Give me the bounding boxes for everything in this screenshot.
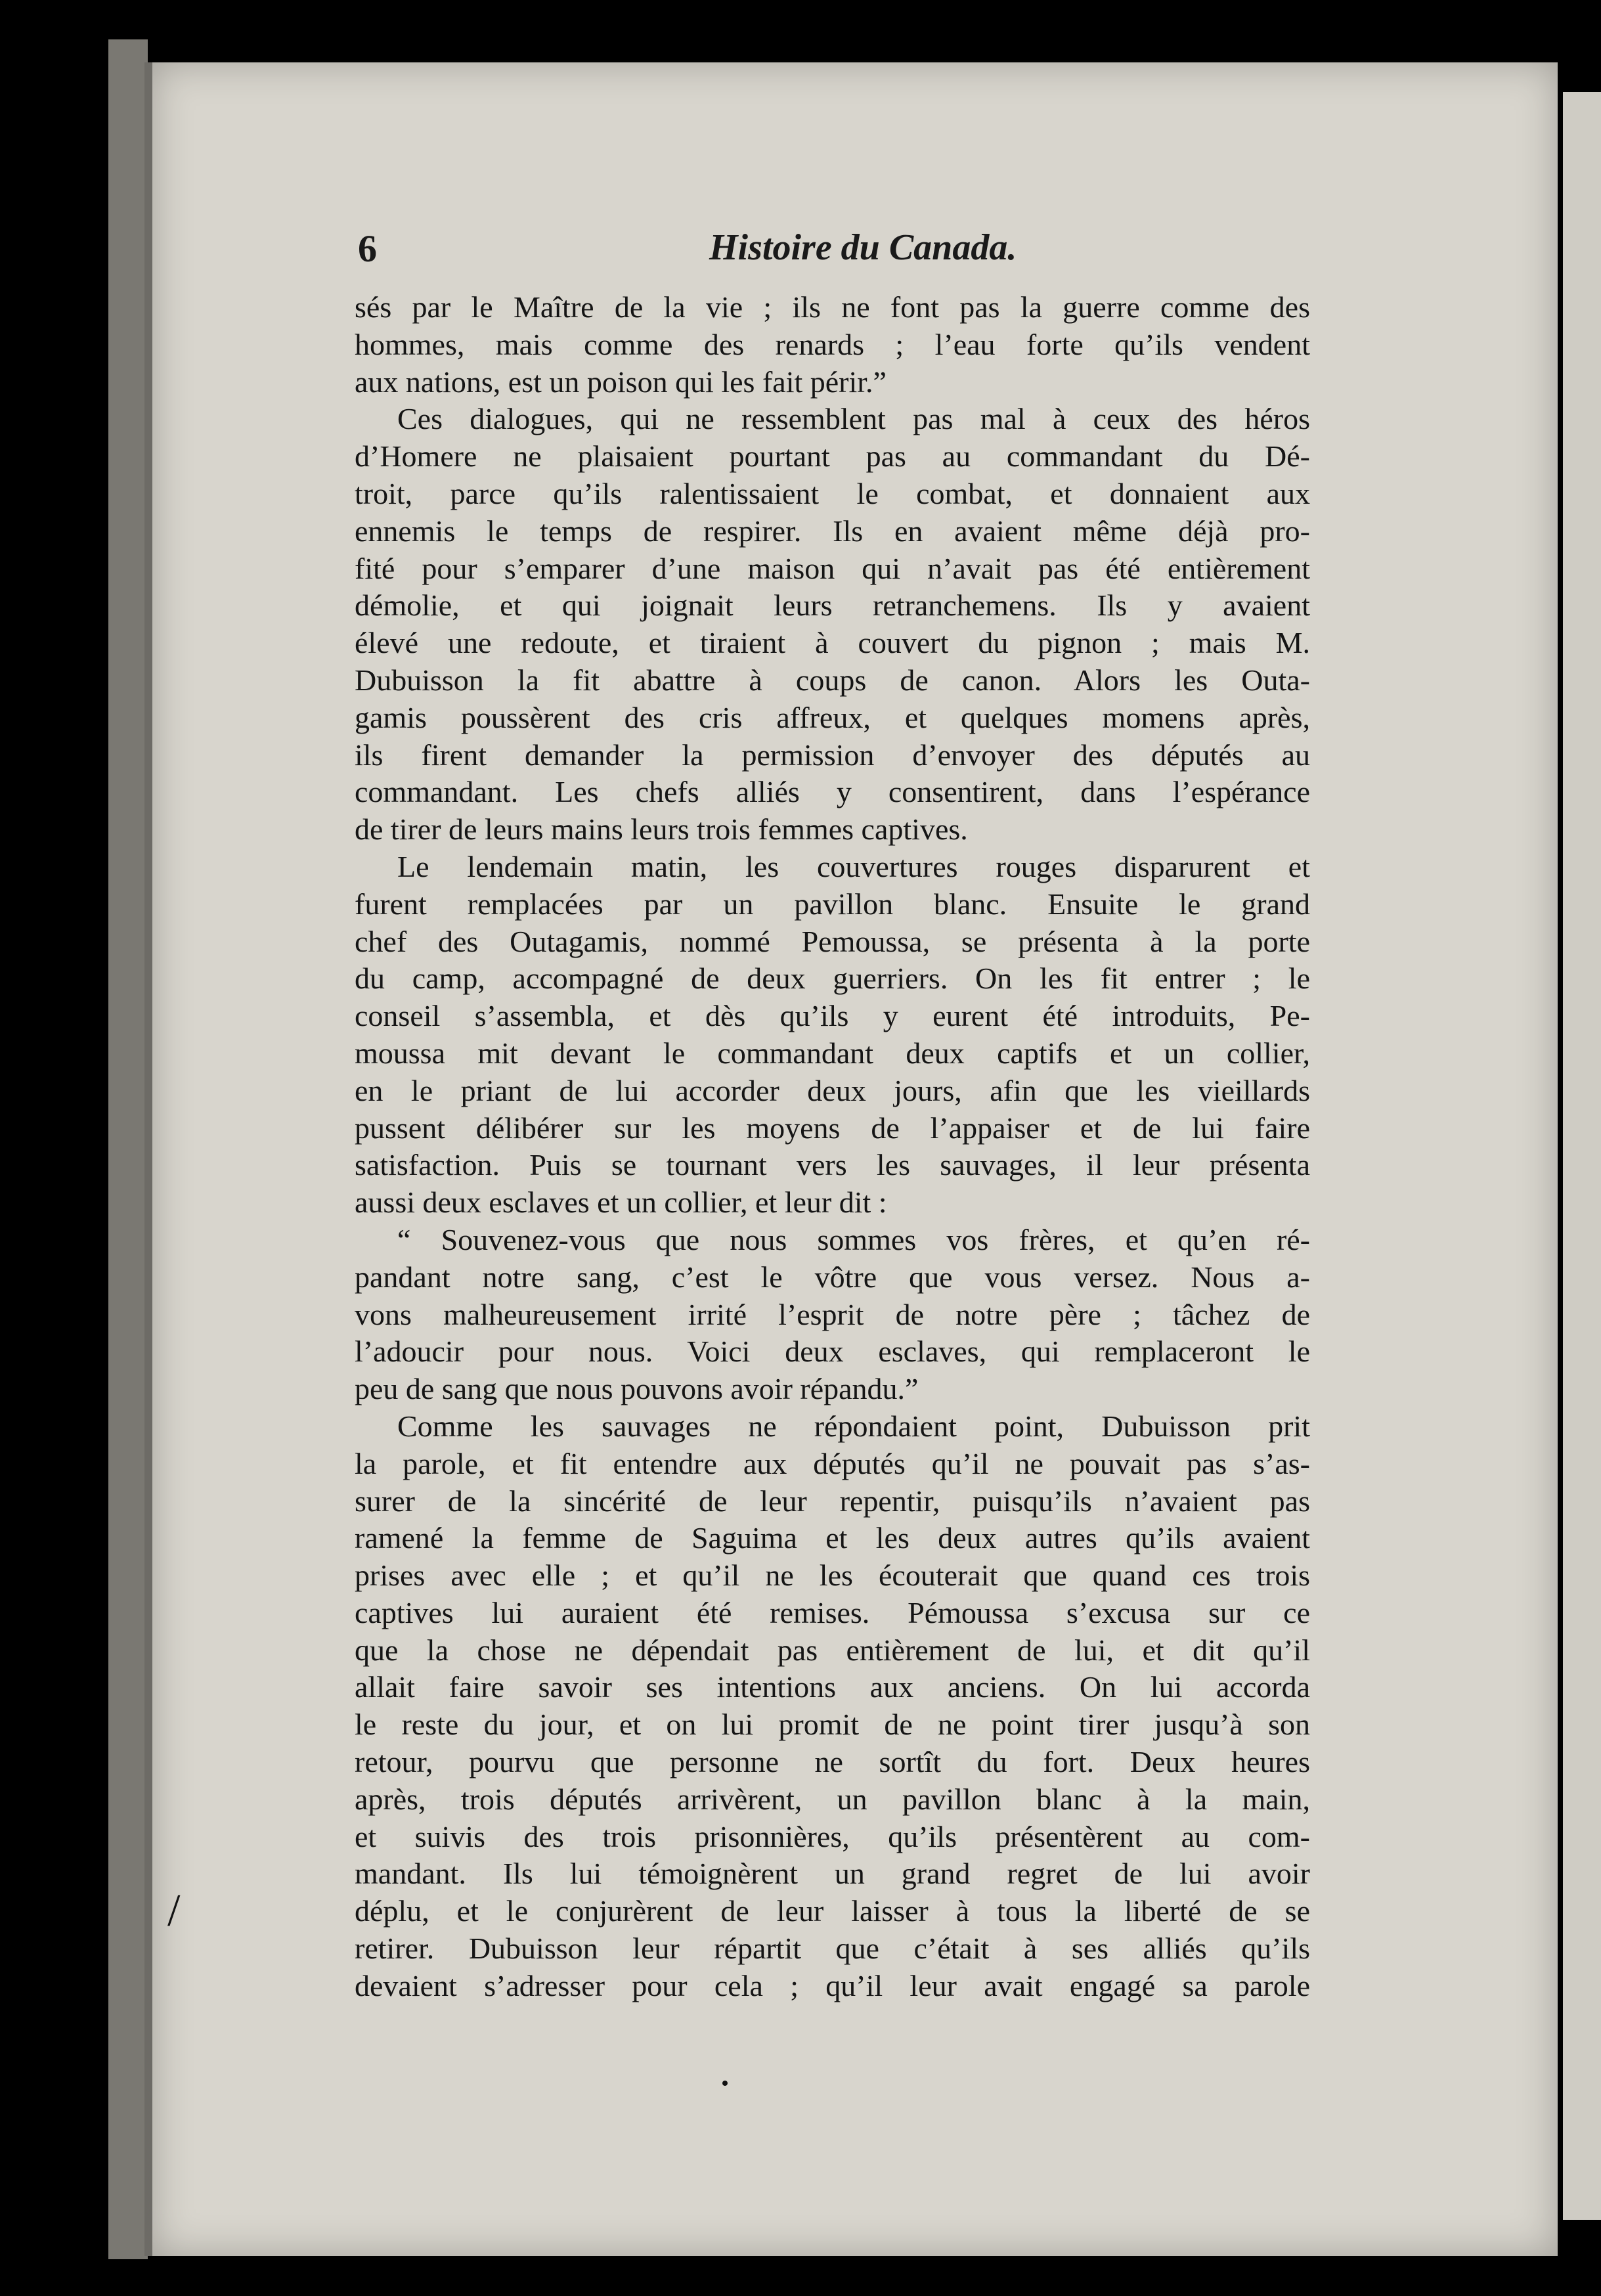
text-line: élevé une redoute, et tiraient à couvert du pignon ; mais M. — [355, 626, 1310, 660]
paragraph-start-line: Ces dialogues, qui ne ressemblent pas mal à ceux des héros — [397, 402, 1310, 436]
text-line: après, trois députés arrivèrent, un pavillon blanc à la main, — [355, 1782, 1310, 1816]
text-line: fité pour s’emparer d’une maison qui n’avait pas été entièrement — [355, 551, 1310, 585]
text-line: retirer. Dubuisson leur répartit que c’était à ses alliés qu’ils — [355, 1932, 1310, 1966]
text-line: la parole, et fit entendre aux députés qu’il ne pouvait pas s’as- — [355, 1446, 1310, 1480]
text-line: de tirer de leurs mains leurs trois femmes captives. — [355, 812, 968, 847]
text-line: retour, pourvu que personne ne sortît du fort. Deux heures — [355, 1745, 1310, 1779]
running-header — [358, 227, 1310, 279]
text-line: ramené la femme de Saguima et les deux autres qu’ils avaient — [355, 1521, 1310, 1555]
text-line: hommes, mais comme des renards ; l’eau forte qu’ils vendent — [355, 327, 1310, 361]
text-line: commandant. Les chefs alliés y consentirent, dans l’espérance — [355, 775, 1310, 809]
text-line: allait faire savoir ses intentions aux anciens. On lui accorda — [355, 1670, 1310, 1704]
text-line: furent remplacées par un pavillon blanc. Ensuite le grand — [355, 887, 1310, 921]
text-line: aussi deux esclaves et un collier, et leur dit : — [355, 1185, 887, 1220]
text-line: et suivis des trois prisonnières, qu’ils présentèrent au com- — [355, 1819, 1310, 1853]
adjacent-page-edge — [1563, 92, 1601, 2220]
text-line: satisfaction. Puis se tournant vers les sauvages, il leur présenta — [355, 1148, 1310, 1182]
text-line: en le priant de lui accorder deux jours, afin que les vieillards — [355, 1073, 1310, 1107]
text-line: que la chose ne dépendait pas entièrement de lui, et dit qu’il — [355, 1633, 1310, 1667]
text-line: conseil s’assembla, et dès qu’ils y eurent été introduits, Pe- — [355, 999, 1310, 1033]
text-line: pandant notre sang, c’est le vôtre que vous versez. Nous a- — [355, 1260, 1310, 1294]
text-line: déplu, et le conjurèrent de leur laisser à tous la liberté de se — [355, 1894, 1310, 1928]
text-line: surer de la sincérité de leur repentir, puisqu’ils n’avaient pas — [355, 1484, 1310, 1518]
text-line: pussent délibérer sur les moyens de l’appaiser et de lui faire — [355, 1111, 1310, 1145]
text-line: vons malheureusement irrité l’esprit de notre père ; tâchez de — [355, 1297, 1310, 1331]
margin-mark: / — [167, 1886, 181, 1936]
text-line: moussa mit devant le commandant deux captifs et un collier, — [355, 1036, 1310, 1070]
paragraph-start-line: “ Souvenez-vous que nous sommes vos frères, et qu’en ré- — [397, 1222, 1310, 1256]
text-line: sés par le Maître de la vie ; ils ne font pas la guerre comme des — [355, 290, 1310, 324]
text-line: démolie, et qui joignait leurs retranchemens. Ils y avaient — [355, 588, 1310, 623]
text-line: ennemis le temps de respirer. Ils en avaient même déjà pro- — [355, 514, 1310, 548]
paragraph-start-line: Le lendemain matin, les couvertures rouges disparurent et — [397, 849, 1310, 883]
text-line: ils firent demander la permission d’envoyer des députés au — [355, 738, 1310, 772]
body-text — [355, 289, 1310, 2005]
running-title: Histoire du Canada. — [709, 227, 1017, 268]
text-line: chef des Outagamis, nommé Pemoussa, se présenta à la porte — [355, 924, 1310, 958]
text-line: aux nations, est un poison qui les fait périr.” — [355, 364, 887, 399]
text-line: d’Homere ne plaisaient pourtant pas au commandant du Dé- — [355, 439, 1310, 474]
text-line: peu de sang que nous pouvons avoir répandu.” — [355, 1372, 919, 1406]
page-number: 6 — [358, 227, 377, 270]
text-line: l’adoucir pour nous. Voici deux esclaves, qui remplaceront le — [355, 1335, 1310, 1369]
text-line: du camp, accompagné de deux guerriers. On les fit entrer ; le — [355, 961, 1310, 996]
text-line: prises avec elle ; et qu’il ne les écouterait que quand ces trois — [355, 1558, 1310, 1593]
ink-dot — [722, 2081, 728, 2086]
text-line: troit, parce qu’ils ralentissaient le combat, et donnaient aux — [355, 476, 1310, 510]
text-line: gamis poussèrent des cris affreux, et quelques momens après, — [355, 700, 1310, 734]
text-line: le reste du jour, et on lui promit de ne point tirer jusqu’à son — [355, 1708, 1310, 1742]
text-line: Dubuisson la fit abattre à coups de canon. Alors les Outa- — [355, 663, 1310, 697]
text-line: captives lui auraient été remises. Pémoussa s’excusa sur ce — [355, 1595, 1310, 1629]
paragraph-start-line: Comme les sauvages ne répondaient point, Dubuisson prit — [397, 1409, 1310, 1443]
text-line: mandant. Ils lui témoignèrent un grand regret de lui avoir — [355, 1857, 1310, 1891]
page-edge-shadow — [108, 39, 148, 2259]
text-line: devaient s’adresser pour cela ; qu’il leur avait engagé sa parole — [355, 1968, 1310, 2002]
